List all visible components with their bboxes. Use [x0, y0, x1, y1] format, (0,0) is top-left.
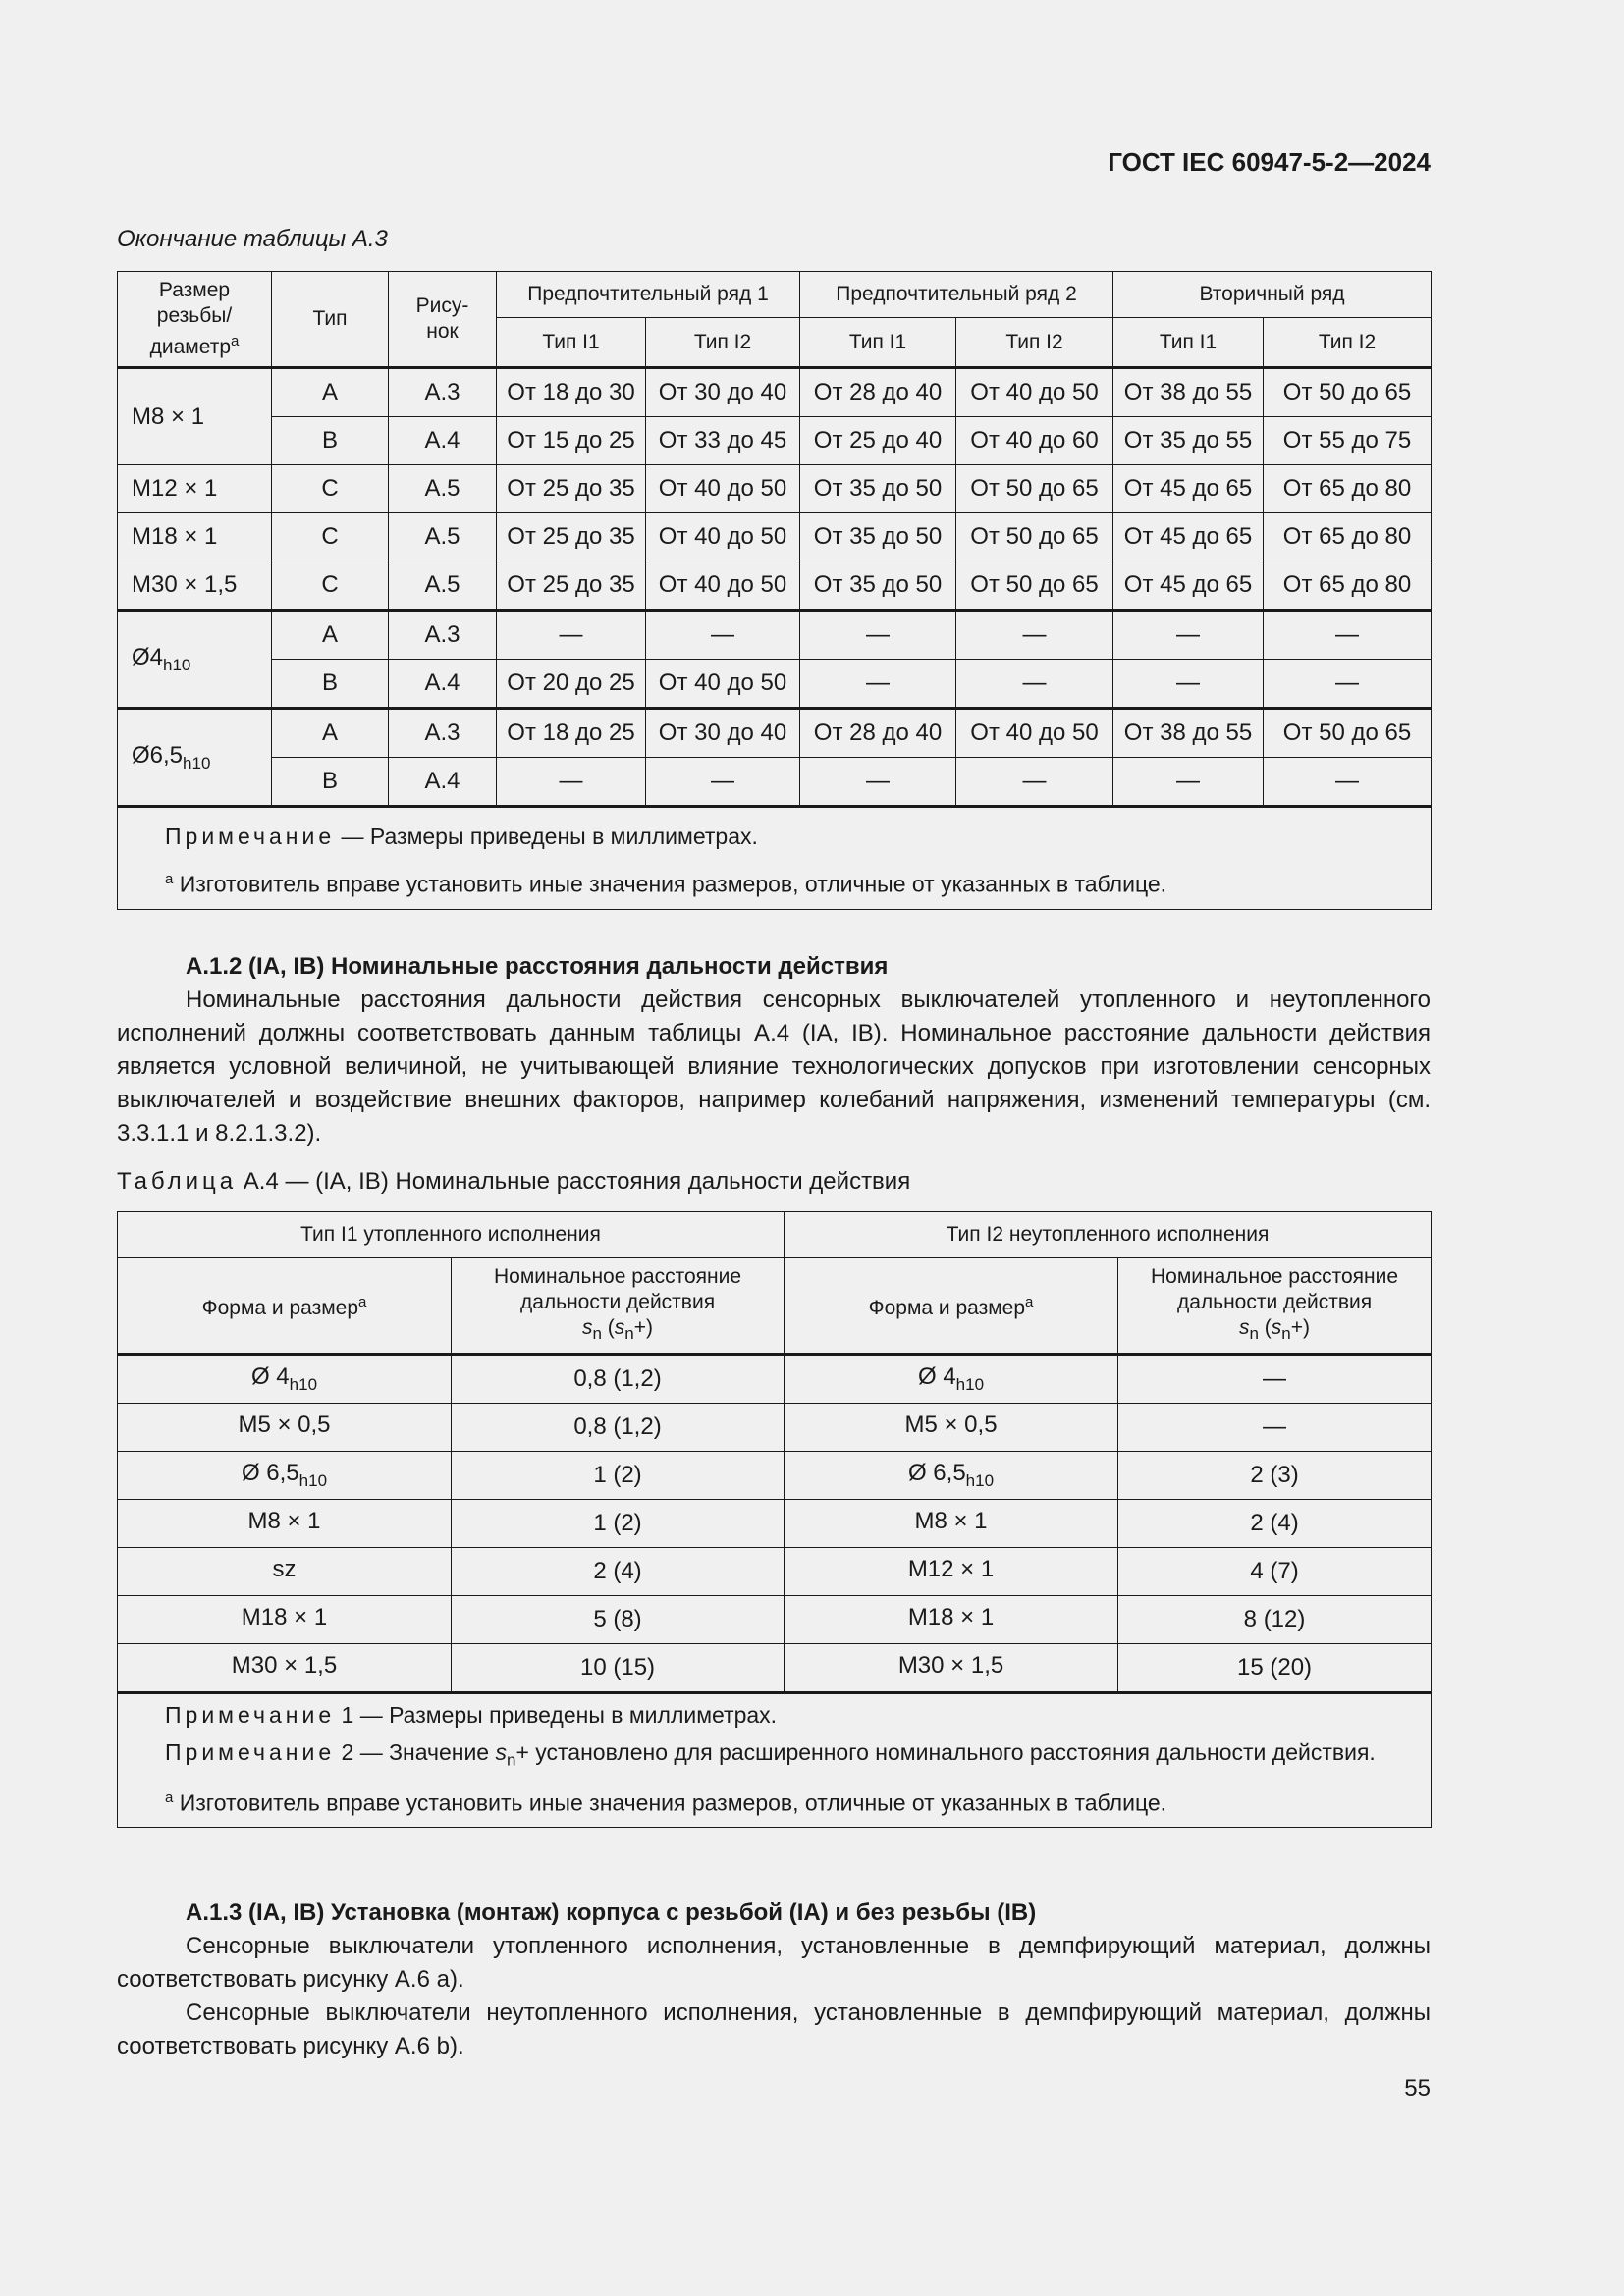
cell: От 33 до 45 [646, 417, 800, 465]
table-row [118, 1404, 1432, 1452]
cell: От 18 до 30 [497, 368, 646, 417]
cell: A.5 [389, 513, 497, 561]
cell: От 30 до 40 [646, 368, 800, 417]
cell: От 65 до 80 [1264, 561, 1432, 611]
cell: — [1113, 660, 1264, 709]
cell: 0,8 (1,2) [452, 1355, 785, 1404]
cell: A.3 [389, 611, 497, 660]
cell: От 40 до 50 [646, 660, 800, 709]
cell: A.4 [389, 758, 497, 807]
document-header: ГОСТ IEC 60947-5-2—2024 [1108, 147, 1431, 177]
cell: От 18 до 25 [497, 709, 646, 758]
cell: A [272, 611, 389, 660]
cell: От 25 до 40 [800, 417, 956, 465]
cell: 1 (2) [452, 1500, 785, 1548]
section-heading: А.1.3 (IA, IB) Установка (монтаж) корпуса с резьбой (IA) и без резьбы (IB) [186, 1899, 1037, 1926]
header-secondary: Вторичный ряд [1113, 272, 1432, 318]
table-row [118, 465, 1432, 513]
cell: 8 (12) [1118, 1596, 1432, 1644]
cell: М30 × 1,5 [785, 1644, 1118, 1693]
cell: — [956, 660, 1113, 709]
header-form-size: Форма и размер$^a$ [785, 1258, 1118, 1355]
cell: От 35 до 50 [800, 561, 956, 611]
cell: От 38 до 55 [1113, 709, 1264, 758]
header-sub-i2: Тип I2 [1264, 318, 1432, 368]
cell: От 40 до 50 [956, 368, 1113, 417]
header-preferred-2: Предпочтительный ряд 2 [800, 272, 1113, 318]
cell: От 40 до 50 [646, 513, 800, 561]
cell: — [1264, 758, 1432, 807]
cell: sz [118, 1548, 452, 1596]
cell: От 30 до 40 [646, 709, 800, 758]
size-cell: М12 × 1 [118, 465, 272, 513]
table-row [118, 1355, 1432, 1404]
table-note-row [118, 1693, 1432, 1828]
cell: — [800, 758, 956, 807]
size-cell: М8 × 1 [118, 368, 272, 465]
cell: A.4 [389, 660, 497, 709]
table-row [118, 1500, 1432, 1548]
cell: A.4 [389, 417, 497, 465]
table-note: Примечание — Размеры приведены в миллиметрах. $^a$ Изготовитель вправе установить иные значения размеров, отличные от указанных в таблице. [118, 807, 1432, 910]
cell: B [272, 660, 389, 709]
table-a4 [117, 1211, 1432, 1828]
page-number: 55 [1404, 2075, 1431, 2102]
table-row [118, 1452, 1432, 1500]
cell: От 50 до 65 [1264, 368, 1432, 417]
cell: От 45 до 65 [1113, 561, 1264, 611]
cell: От 25 до 35 [497, 465, 646, 513]
cell: A.5 [389, 465, 497, 513]
table-row [118, 709, 1432, 758]
section-a13 [117, 1896, 1431, 2063]
header-figure: Рису- нок [389, 272, 497, 368]
header-nominal: Номинальное расстояние дальности действия $s_n$ $(s_n+)$ [1118, 1258, 1432, 1355]
cell: От 35 до 50 [800, 465, 956, 513]
cell: A.5 [389, 561, 497, 611]
cell: От 38 до 55 [1113, 368, 1264, 417]
section-paragraph: Номинальные расстояния дальности действия сенсорных выключателей утопленного и неутопленного исполнений должны соответствовать данным таблицы А.4 (IA, IB). Номинальное расстояние дальности действия является условной величиной, не учитывающей влияние технологических допусков при изготовлении сенсорных выключателей и воздействие внешних факторов, например колебаний напряжения, изменений температуры (см. 3.3.1.1 и 8.2.1.3.2). [117, 987, 1431, 1147]
cell: М5 × 0,5 [785, 1404, 1118, 1452]
cell: От 65 до 80 [1264, 513, 1432, 561]
cell: C [272, 465, 389, 513]
table-a3-caption: Окончание таблицы А.3 [117, 226, 388, 252]
cell: — [956, 758, 1113, 807]
cell: От 50 до 65 [956, 513, 1113, 561]
table-row [118, 561, 1432, 611]
cell: 1 (2) [452, 1452, 785, 1500]
cell: — [1113, 611, 1264, 660]
cell: 2 (3) [1118, 1452, 1432, 1500]
cell: От 35 до 50 [800, 513, 956, 561]
cell: — [646, 758, 800, 807]
table-a3 [117, 271, 1432, 910]
header-sub-i1: Тип I1 [497, 318, 646, 368]
cell: Ø $4_{h10}$ [785, 1355, 1118, 1404]
cell: 0,8 (1,2) [452, 1404, 785, 1452]
cell: М12 × 1 [785, 1548, 1118, 1596]
cell: B [272, 417, 389, 465]
cell: C [272, 513, 389, 561]
header-sub-i2: Тип I2 [646, 318, 800, 368]
table-row [118, 368, 1432, 417]
cell: М5 × 0,5 [118, 1404, 452, 1452]
cell: — [1113, 758, 1264, 807]
header-type-i2: Тип I2 неутопленного исполнения [785, 1212, 1432, 1258]
cell: B [272, 758, 389, 807]
cell: A [272, 709, 389, 758]
cell: A.3 [389, 709, 497, 758]
cell: 10 (15) [452, 1644, 785, 1693]
section-a12 [117, 950, 1431, 1150]
header-sub-i2: Тип I2 [956, 318, 1113, 368]
size-cell: М18 × 1 [118, 513, 272, 561]
cell: От 28 до 40 [800, 368, 956, 417]
cell: — [497, 758, 646, 807]
header-size: Размер резьбы/ диаметр$^a$ [118, 272, 272, 368]
cell: — [646, 611, 800, 660]
header-preferred-1: Предпочтительный ряд 1 [497, 272, 800, 318]
table-row [118, 758, 1432, 807]
cell: Ø $6,5_{h10}$ [118, 1452, 452, 1500]
cell: От 28 до 40 [800, 709, 956, 758]
cell: C [272, 561, 389, 611]
cell: От 35 до 55 [1113, 417, 1264, 465]
table-row [118, 1644, 1432, 1693]
cell: От 45 до 65 [1113, 465, 1264, 513]
cell: От 45 до 65 [1113, 513, 1264, 561]
cell: От 50 до 65 [956, 561, 1113, 611]
cell: — [1264, 660, 1432, 709]
header-nominal: Номинальное расстояние дальности действия $s_n$ $(s_n+)$ [452, 1258, 785, 1355]
cell: — [800, 660, 956, 709]
cell: — [1118, 1355, 1432, 1404]
table-row [118, 417, 1432, 465]
table-row [118, 660, 1432, 709]
cell: — [956, 611, 1113, 660]
cell: От 40 до 50 [646, 465, 800, 513]
cell: 5 (8) [452, 1596, 785, 1644]
cell: От 55 до 75 [1264, 417, 1432, 465]
table-note-row [118, 807, 1432, 910]
header-type: Тип [272, 272, 389, 368]
cell: От 25 до 35 [497, 513, 646, 561]
cell: A.3 [389, 368, 497, 417]
table-row [118, 611, 1432, 660]
cell: От 40 до 50 [956, 709, 1113, 758]
size-cell: М30 × 1,5 [118, 561, 272, 611]
table-row [118, 1596, 1432, 1644]
cell: — [497, 611, 646, 660]
cell: — [800, 611, 956, 660]
cell: Ø $6,5_{h10}$ [785, 1452, 1118, 1500]
cell: — [1118, 1404, 1432, 1452]
cell: От 25 до 35 [497, 561, 646, 611]
header-sub-i1: Тип I1 [1113, 318, 1264, 368]
header-sub-i1: Тип I1 [800, 318, 956, 368]
section-paragraph: Сенсорные выключатели утопленного исполнения, установленные в демпфирующий материал, должны соответствовать рисунку А.6 а). [117, 1933, 1431, 1993]
cell: От 40 до 60 [956, 417, 1113, 465]
table-note: Примечание 1 — Размеры приведены в миллиметрах. Примечание 2 — Значение $s_n+$ установлено для расширенного номинального расстояния дальности действия. $^a$ Изготовитель вправе установить иные значения размеров, отличные от указанных в таблице. [118, 1693, 1432, 1828]
cell: От 40 до 50 [646, 561, 800, 611]
cell: М8 × 1 [785, 1500, 1118, 1548]
cell: Ø $4_{h10}$ [118, 1355, 452, 1404]
cell: От 15 до 25 [497, 417, 646, 465]
cell: М18 × 1 [118, 1596, 452, 1644]
cell: 15 (20) [1118, 1644, 1432, 1693]
cell: М18 × 1 [785, 1596, 1118, 1644]
cell: М30 × 1,5 [118, 1644, 452, 1693]
header-type-i1: Тип I1 утопленного исполнения [118, 1212, 785, 1258]
cell: От 20 до 25 [497, 660, 646, 709]
cell: A [272, 368, 389, 417]
cell: 2 (4) [452, 1548, 785, 1596]
cell: 2 (4) [1118, 1500, 1432, 1548]
cell: 4 (7) [1118, 1548, 1432, 1596]
header-form-size: Форма и размер$^a$ [118, 1258, 452, 1355]
table-row [118, 513, 1432, 561]
cell: От 65 до 80 [1264, 465, 1432, 513]
section-heading: А.1.2 (IA, IB) Номинальные расстояния дальности действия [186, 953, 889, 980]
table-a4-caption: Таблица А.4 — (IA, IB) Номинальные расстояния дальности действия [117, 1168, 911, 1195]
cell: М8 × 1 [118, 1500, 452, 1548]
cell: — [1264, 611, 1432, 660]
section-paragraph: Сенсорные выключатели неутопленного исполнения, установленные в демпфирующий материал, должны соответствовать рисунку А.6 b). [117, 2000, 1431, 2059]
cell: От 50 до 65 [956, 465, 1113, 513]
table-row [118, 1548, 1432, 1596]
size-cell: $Ø6,5_{h10}$ [118, 709, 272, 807]
size-cell: $Ø4_{h10}$ [118, 611, 272, 709]
cell: От 50 до 65 [1264, 709, 1432, 758]
